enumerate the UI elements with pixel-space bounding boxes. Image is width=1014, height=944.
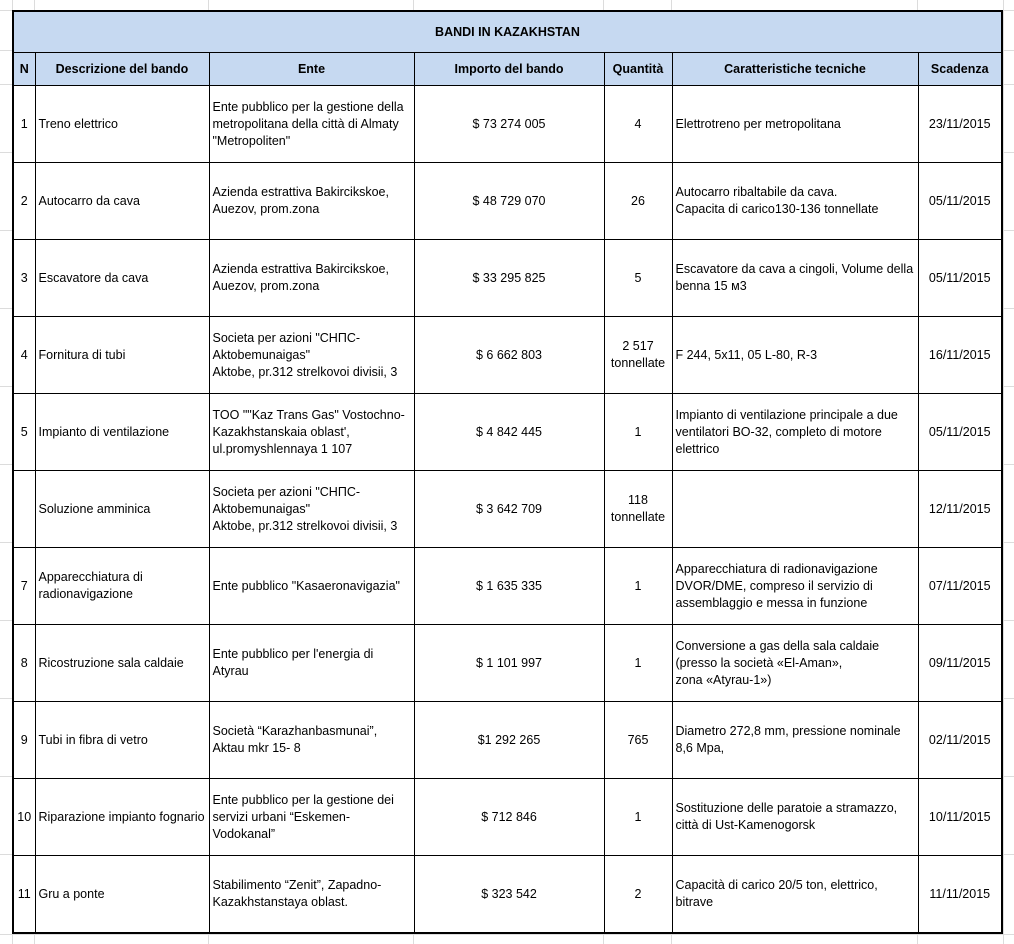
cell-descrizione: Treno elettrico	[35, 86, 209, 163]
cell-quantita: 118 tonnellate	[604, 471, 672, 548]
cell-quantita: 1	[604, 394, 672, 471]
cell-quantita: 5	[604, 240, 672, 317]
cell-quantita: 26	[604, 163, 672, 240]
cell-caratteristiche: Elettrotreno per metropolitana	[672, 86, 918, 163]
cell-importo: $ 73 274 005	[414, 86, 604, 163]
cell-n: 8	[13, 625, 35, 702]
cell-scadenza: 16/11/2015	[918, 317, 1002, 394]
cell-caratteristiche: Sostituzione delle paratoie a stramazzo, città di Ust-Kamenogorsk	[672, 779, 918, 856]
cell-caratteristiche	[672, 471, 918, 548]
table-row	[13, 86, 1002, 163]
cell-caratteristiche: Autocarro ribaltabile da cava. Capacita di carico130-136 tonnellate	[672, 163, 918, 240]
cell-ente: Ente pubblico per l'energia di Atyrau	[209, 625, 414, 702]
cell-n: 10	[13, 779, 35, 856]
table-row	[13, 471, 1002, 548]
cell-importo: $ 6 662 803	[414, 317, 604, 394]
cell-importo: $ 33 295 825	[414, 240, 604, 317]
cell-caratteristiche: Diametro 272,8 mm, pressione nominale 8,6 Mpa,	[672, 702, 918, 779]
header-quantita: Quantità	[604, 53, 672, 86]
cell-descrizione: Riparazione impianto fognario	[35, 779, 209, 856]
table-row	[13, 625, 1002, 702]
cell-quantita: 765	[604, 702, 672, 779]
cell-scadenza: 11/11/2015	[918, 856, 1002, 934]
gridline-h	[0, 934, 1014, 935]
cell-caratteristiche: Apparecchiatura di radionavigazione DVOR/DME, compreso il servizio di assemblaggio e messa in funzione	[672, 548, 918, 625]
table-row	[13, 856, 1002, 934]
tenders-table	[12, 10, 1003, 934]
table-row	[13, 394, 1002, 471]
cell-scadenza: 05/11/2015	[918, 394, 1002, 471]
cell-n: 2	[13, 163, 35, 240]
table-row	[13, 548, 1002, 625]
cell-n: 9	[13, 702, 35, 779]
cell-n: 3	[13, 240, 35, 317]
cell-ente: Stabilimento “Zenit”, Zapadno-Kazakhstanstaya oblast.	[209, 856, 414, 934]
cell-n	[13, 471, 35, 548]
table-row	[13, 317, 1002, 394]
table-header-row	[13, 53, 1002, 86]
cell-n: 4	[13, 317, 35, 394]
cell-descrizione: Apparecchiatura di radionavigazione	[35, 548, 209, 625]
cell-ente: Ente pubblico per la gestione dei servizi urbani “Eskemen-Vodokanal”	[209, 779, 414, 856]
gridline-v	[1003, 0, 1004, 944]
table-row	[13, 240, 1002, 317]
cell-scadenza: 05/11/2015	[918, 163, 1002, 240]
cell-ente: TOO ""Kaz Trans Gas" Vostochno-Kazakhstanskaia oblast', ul.promyshlennaya 1 107	[209, 394, 414, 471]
header-caratteristiche: Caratteristiche tecniche	[672, 53, 918, 86]
header-importo: Importo del bando	[414, 53, 604, 86]
cell-importo: $ 1 635 335	[414, 548, 604, 625]
table-row	[13, 163, 1002, 240]
header-n: N	[13, 53, 35, 86]
cell-importo: $ 48 729 070	[414, 163, 604, 240]
cell-caratteristiche: Capacità di carico 20/5 ton, elettrico, bitrave	[672, 856, 918, 934]
cell-caratteristiche: F 244, 5x11, 05 L-80, R-3	[672, 317, 918, 394]
cell-descrizione: Gru a ponte	[35, 856, 209, 934]
cell-ente: Ente pubblico per la gestione della metropolitana della città di Almaty "Metropoliten"	[209, 86, 414, 163]
cell-importo: $ 4 842 445	[414, 394, 604, 471]
cell-scadenza: 12/11/2015	[918, 471, 1002, 548]
header-descrizione: Descrizione del bando	[35, 53, 209, 86]
cell-quantita: 1	[604, 779, 672, 856]
cell-ente: Societa per azioni "СНПС-Aktobemunaigas" Aktobe, pr.312 strelkovoi divisii, 3	[209, 471, 414, 548]
table-row	[13, 702, 1002, 779]
cell-quantita: 2	[604, 856, 672, 934]
cell-importo: $1 292 265	[414, 702, 604, 779]
cell-descrizione: Fornitura di tubi	[35, 317, 209, 394]
cell-scadenza: 07/11/2015	[918, 548, 1002, 625]
cell-ente: Ente pubblico "Kasaeronavigazia"	[209, 548, 414, 625]
cell-n: 7	[13, 548, 35, 625]
cell-importo: $ 712 846	[414, 779, 604, 856]
cell-descrizione: Soluzione amminica	[35, 471, 209, 548]
cell-ente: Societa per azioni "СНПС-Aktobemunaigas" Aktobe, pr.312 strelkovoi divisii, 3	[209, 317, 414, 394]
cell-descrizione: Autocarro da cava	[35, 163, 209, 240]
cell-n: 1	[13, 86, 35, 163]
cell-ente: Azienda estrattiva Bakircikskoe, Auezov, prom.zona	[209, 240, 414, 317]
header-ente: Ente	[209, 53, 414, 86]
cell-ente: Società “Karazhanbasmunai”, Aktau mkr 15- 8	[209, 702, 414, 779]
table-row	[13, 779, 1002, 856]
cell-scadenza: 10/11/2015	[918, 779, 1002, 856]
cell-quantita: 1	[604, 548, 672, 625]
cell-quantita: 1	[604, 625, 672, 702]
cell-importo: $ 1 101 997	[414, 625, 604, 702]
cell-descrizione: Tubi in fibra di vetro	[35, 702, 209, 779]
cell-descrizione: Escavatore da cava	[35, 240, 209, 317]
cell-quantita: 4	[604, 86, 672, 163]
cell-n: 5	[13, 394, 35, 471]
cell-importo: $ 323 542	[414, 856, 604, 934]
cell-scadenza: 05/11/2015	[918, 240, 1002, 317]
cell-descrizione: Ricostruzione sala caldaie	[35, 625, 209, 702]
table-title: BANDI IN KAZAKHSTAN	[13, 11, 1002, 53]
cell-descrizione: Impianto di ventilazione	[35, 394, 209, 471]
cell-ente: Azienda estrattiva Bakircikskoe, Auezov, prom.zona	[209, 163, 414, 240]
cell-scadenza: 09/11/2015	[918, 625, 1002, 702]
cell-quantita: 2 517 tonnellate	[604, 317, 672, 394]
cell-caratteristiche: Conversione a gas della sala caldaie (presso la società «El-Aman», zona «Atyrau-1»)	[672, 625, 918, 702]
cell-scadenza: 02/11/2015	[918, 702, 1002, 779]
header-scadenza: Scadenza	[918, 53, 1002, 86]
cell-scadenza: 23/11/2015	[918, 86, 1002, 163]
cell-n: 11	[13, 856, 35, 934]
cell-importo: $ 3 642 709	[414, 471, 604, 548]
cell-caratteristiche: Impianto di ventilazione principale a due ventilatori BO-32, completo di motore elettrico	[672, 394, 918, 471]
table-title-row	[13, 11, 1002, 53]
cell-caratteristiche: Escavatore da cava a cingoli, Volume della benna 15 м3	[672, 240, 918, 317]
